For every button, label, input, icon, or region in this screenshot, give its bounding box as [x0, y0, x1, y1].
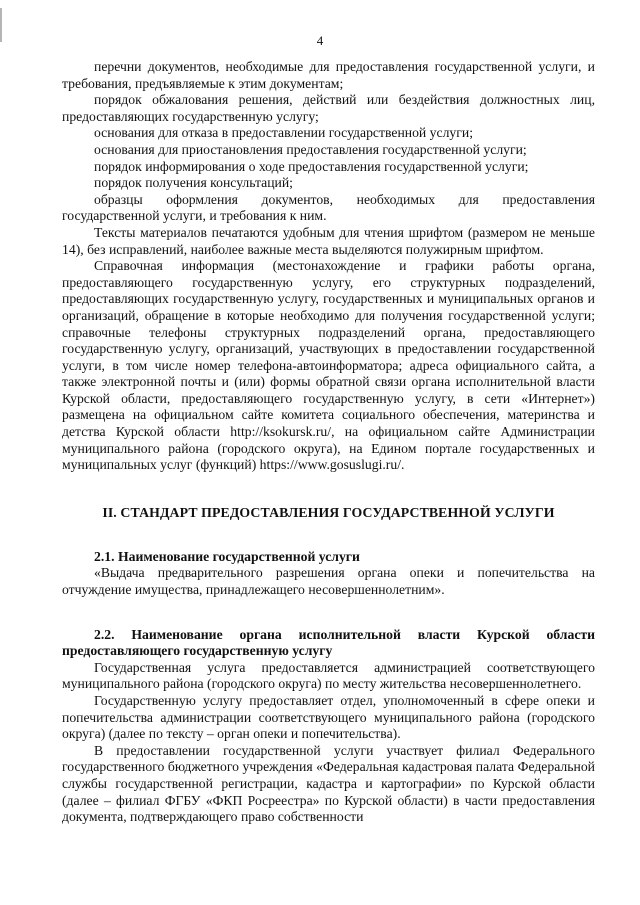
- subsection-title-2-2: 2.2. Наименование органа исполнительной власти Курской области предоставляющего государственную услугу: [62, 626, 595, 659]
- paragraph: основания для приостановления предоставления государственной услуги;: [94, 141, 527, 157]
- paragraph: образцы оформления документов, необходимых для предоставления государственной услуги, и требования к ним.: [62, 191, 595, 224]
- paragraph: порядок получения консультаций;: [94, 175, 293, 191]
- paragraph: порядок информирования о ходе предоставления государственной услуги;: [94, 158, 529, 174]
- paragraph: Тексты материалов печатаются удобным для чтения шрифтом (размером не меньше 14), без исправлений, наиболее важные места выделяются полужирным шрифтом.: [62, 224, 595, 257]
- paragraph: В предоставлении государственной услуги участвует филиал Федерального государственного бюджетного учреждения «Федеральная кадастровая палата Федеральной службы государственной регистрации, кадастра и картографии» по Курской области (далее – филиал ФГБУ «ФКП Росреестра» по Курской области) в части предоставления документа, подтверждающего право собственности: [62, 742, 595, 825]
- paragraph: порядок обжалования решения, действий или бездействия должностных лиц, предоставляющих государственную услугу;: [62, 92, 595, 124]
- subsection-text-2-1: «Выдача предварительного разрешения органа опеки и попечительства на отчуждение имущества, принадлежащего несовершеннолетним».: [62, 565, 595, 598]
- paragraph: Государственная услуга предоставляется администрацией соответствующего муниципального района (городского округа) по месту жительства несовершеннолетнего.: [62, 659, 595, 692]
- paragraph: основания для отказа в предоставлении государственной услуги;: [94, 125, 474, 141]
- section-title: II. СТАНДАРТ ПРЕДОСТАВЛЕНИЯ ГОСУДАРСТВЕННОЙ УСЛУГИ: [102, 504, 555, 520]
- page-number: 4: [316, 33, 324, 48]
- paragraph: Справочная информация (местонахождение и графики работы органа, предоставляющего государственную услугу, его структурных подразделений, предоставляющих государственную услугу, государственных и муниципальных органов и организаций, обращение в которые необходимо для получения государственной услуги; справочные телефоны структурных подразделений органа, предоставляющего государственную услугу, организаций, участвующих в предоставлении государственной услуги, в том числе номер телефона-автоинформатора; адреса официального сайта, а также электронной почты и (или) формы обратной связи органа исполнительной власти Курской области, предоставляющего государственную услугу, в сети «Интернет») размещена на официальном сайте комитета социального обеспечения, материнства и детства Курской области http://ksokursk.ru/, на официальном сайте Администрации муниципального района (городского округа), на Едином портале государственных и муниципальных услуг (функций) https://www.gosuslugi.ru/.: [62, 258, 595, 473]
- paragraph: Государственную услугу предоставляет отдел, уполномоченный в сфере опеки и попечительства администрации соответствующего муниципального района (городского округа) (далее по тексту – орган опеки и попечительства).: [62, 693, 595, 742]
- subsection-title-2-1: 2.1. Наименование государственной услуги: [94, 548, 360, 564]
- paragraph: перечни документов, необходимые для предоставления государственной услуги, и требования, предъявляемые к этим документам;: [62, 59, 595, 91]
- document-body: [62, 59, 595, 826]
